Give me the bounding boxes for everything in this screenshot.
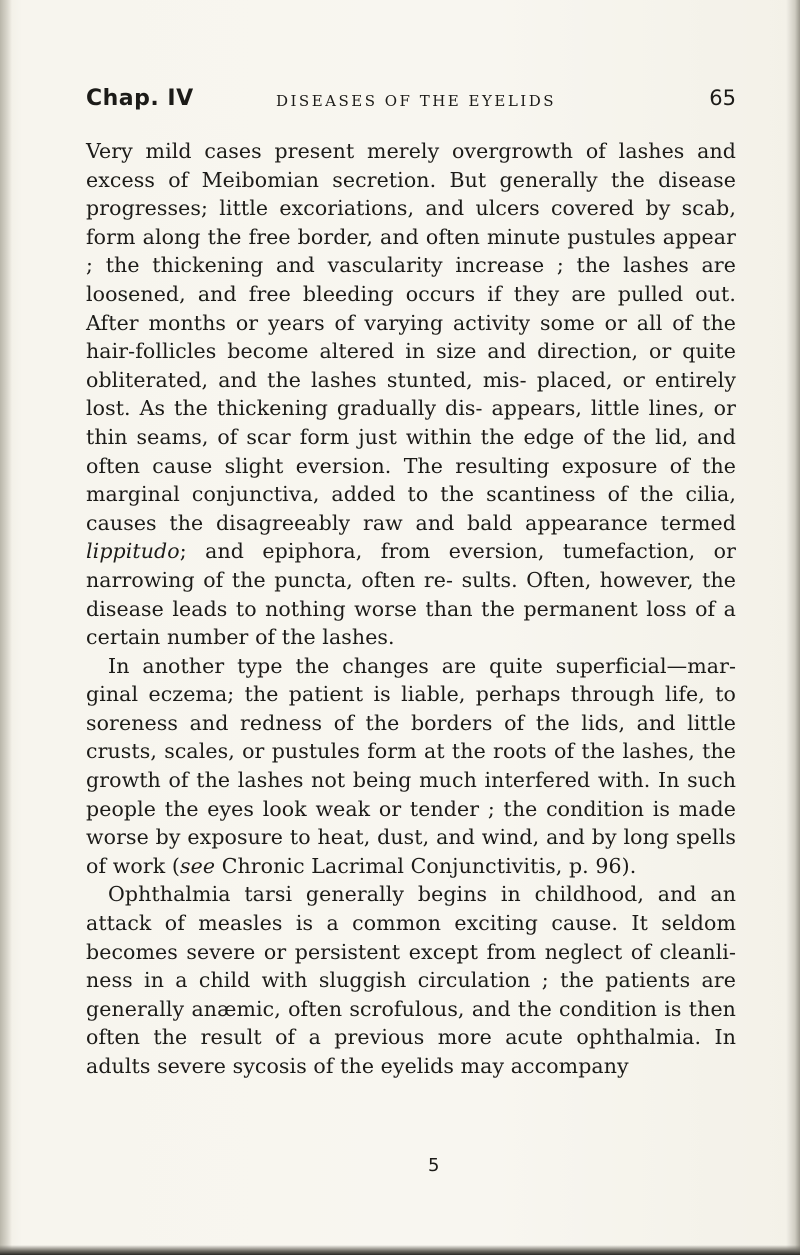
- page-gutter-shadow: [0, 0, 12, 1255]
- page-edge-shadow: [786, 0, 800, 1255]
- page-number: 65: [709, 86, 736, 110]
- paragraph-text: Chronic Lacrimal Conjunctivitis, p. 96).: [215, 853, 637, 878]
- italic-see: see: [179, 853, 216, 878]
- running-title: DISEASES OF THE EYELIDS: [275, 92, 557, 110]
- chapter-label: Chap. IV: [86, 86, 194, 111]
- paragraph: [86, 137, 736, 652]
- page-bottom-edge: [0, 1245, 800, 1255]
- paragraph: [86, 880, 736, 1080]
- signature-mark: 5: [428, 1155, 440, 1176]
- paragraph-text: In another type the changes are quite superficial—mar- ginal eczema; the patient is liable, perhaps through life, to soreness and redness of the borders of the lids, and little crusts, scales, or pustules form at the roots of the lashes, the growth of the lashes not being much interfered with. In such people the eyes look weak or tender ; the condition is made worse by exposure to heat, dust, and wind, and by long spells of work (: [86, 653, 736, 878]
- paragraph-text: Very mild cases present merely overgrowth of lashes and excess of Meibomian secretion. But generally the disease progresses; little excoriations, and ulcers covered by scab, form along the free border, and often minute pustules appear ; the thickening and vascularity increase ; the lashes are loosened, and free bleeding occurs if they are pulled out. After months or years of varying activity some or all of the hair-follicles become altered in size and direction, or quite obliterated, and the lashes stunted, mis- placed, or entirely lost. As the thickening gradually dis- appears, little lines, or thin seams, of scar form just within the edge of the lid, and often cause slight eversion. The resulting exposure of the marginal conjunctiva, added to the scantiness of the cilia, causes the disagreeably raw and bald appearance termed: [86, 139, 736, 535]
- italic-term: lippitudo: [86, 539, 180, 564]
- paragraph-text: Ophthalmia tarsi generally begins in childhood, and an attack of measles is a common exciting cause. It seldom becomes severe or persistent except from neglect of cleanli- ness in a child with sluggish circulation ; the patients are generally anæmic, often scrofulous, and the condition is then often the result of a previous more acute ophthalmia. In adults severe sycosis of the eyelids may accompany: [86, 882, 736, 1078]
- body-text: [86, 137, 736, 1081]
- page-header: [86, 86, 736, 116]
- paragraph-text: ; and epiphora, from eversion, tumefaction, or narrowing of the puncta, often re- sults. Often, however, the disease leads to nothing worse than the permanent loss of a certain number of the lashes.: [86, 539, 736, 650]
- paragraph: [86, 652, 736, 881]
